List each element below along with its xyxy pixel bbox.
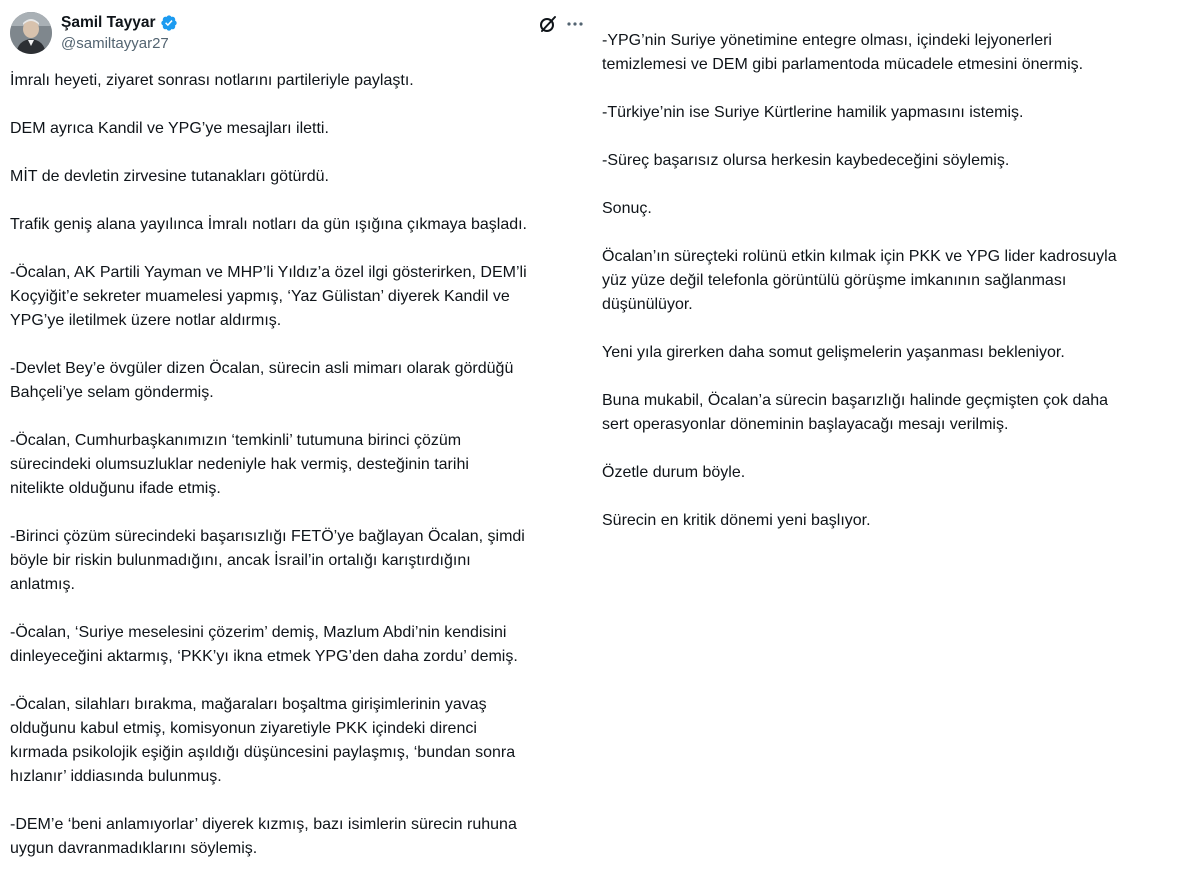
author-avatar[interactable] bbox=[10, 12, 52, 54]
tweet-paragraph: -Süreç başarısız olursa herkesin kaybedeceğini söylemiş. bbox=[602, 152, 1010, 169]
avatar-photo-icon bbox=[10, 12, 52, 54]
tweet-paragraph: -Devlet Bey’e övgüler dizen Öcalan, sürecin asli mimarı olarak gördüğü Bahçeli’ye selam göndermiş. bbox=[10, 360, 514, 401]
tweet-paragraph: Öcalan’ın süreçteki rolünü etkin kılmak için PKK ve YPG lider kadrosuyla yüz yüze değil telefonla görüntülü görüşme imkanının sağlanması düşünülüyor. bbox=[602, 248, 1117, 313]
tweet-paragraph: -DEM’e ‘beni anlamıyorlar’ diyerek kızmış, bazı isimlerin sürecin ruhuna uygun davranmadıklarını söylemiş. bbox=[10, 816, 517, 857]
tweet-header bbox=[10, 12, 584, 56]
author-handle[interactable]: @samiltayyar27 bbox=[61, 35, 169, 52]
tweet-paragraph: -Öcalan, silahları bırakma, mağaraları boşaltma girişimlerinin yavaş olduğunu kabul etmiş, komisyonun ziyaretiyle PKK içindeki direnci kırmada psikolojik eşiğin aşıldığı düşüncesini paylaşmış, ‘bundan sonra hızlanır’ iddiasında bulunmuş. bbox=[10, 696, 516, 785]
author-name-row bbox=[61, 12, 178, 34]
tweet-paragraph: -Birinci çözüm sürecindeki başarısızlığı FETÖ’ye bağlayan Öcalan, şimdi böyle bir riskin bulunmadığını, ancak İsrail’in ortalığı karıştırdığını anlatmış. bbox=[10, 528, 525, 593]
tweet-paragraph: Özetle durum böyle. bbox=[602, 464, 746, 481]
tweet-paragraph: Sonuç. bbox=[602, 200, 652, 217]
tweet-text-right bbox=[602, 29, 1172, 557]
tweet-paragraph: Sürecin en kritik dönemi yeni başlıyor. bbox=[602, 512, 871, 529]
tweet-paragraph: DEM ayrıca Kandil ve YPG’ye mesajları iletti. bbox=[10, 120, 329, 137]
tweet-paragraph: -Öcalan, AK Partili Yayman ve MHP’li Yıldız’a özel ilgi gösterirken, DEM’li Koçyiğit’e sekreter muamelesi yapmış, ‘Yaz Gülistan’ diyerek Kandil ve YPG’ye iletilmek üzere notlar aldırmış. bbox=[10, 264, 527, 329]
tweet-paragraph: -Türkiye’nin ise Suriye Kürtlerine hamilik yapmasını istemiş. bbox=[602, 104, 1024, 121]
tweet-text-left bbox=[10, 69, 582, 885]
tweet-paragraph: MİT de devletin zirvesine tutanakları götürdü. bbox=[10, 168, 329, 185]
tweet-paragraph: -Öcalan, Cumhurbaşkanımızın ‘temkinli’ tutumuna birinci çözüm sürecindeki olumsuzluklar nedeniyle hak vermiş, desteğinin tarihi nitelikte olduğunu ifade etmiş. bbox=[10, 432, 469, 497]
tweet-paragraph: İmralı heyeti, ziyaret sonrası notlarını partileriyle paylaştı. bbox=[10, 72, 414, 89]
tweet-paragraph: -YPG’nin Suriye yönetimine entegre olması, içindeki lejyonerleri temizlemesi ve DEM gibi parlamentoda mücadele etmesini önermiş. bbox=[602, 32, 1084, 73]
left-column bbox=[0, 0, 592, 893]
verified-badge-icon bbox=[160, 14, 178, 32]
grok-icon[interactable] bbox=[538, 14, 558, 34]
author-block bbox=[61, 12, 178, 54]
tweet-paragraph: Yeni yıla girerken daha somut gelişmelerin yaşanması bekleniyor. bbox=[602, 344, 1065, 361]
tweet-paragraph: Trafik geniş alana yayılınca İmralı notları da gün ışığına çıkmaya başladı. bbox=[10, 216, 527, 233]
tweet-paragraph: -Öcalan, ‘Suriye meselesini çözerim’ demiş, Mazlum Abdi’nin kendisini dinleyeceğini aktarmış, ‘PKK’yı ikna etmek YPG’den daha zordu’ demiş. bbox=[10, 624, 518, 665]
author-name[interactable]: Şamil Tayyar bbox=[61, 14, 156, 31]
right-column bbox=[592, 0, 1185, 893]
more-options-icon[interactable] bbox=[565, 14, 585, 34]
tweet-paragraph: Buna mukabil, Öcalan’a sürecin başarızlığı halinde geçmişten çok daha sert operasyonlar döneminin başlayacağı mesajı verilmiş. bbox=[602, 392, 1109, 433]
